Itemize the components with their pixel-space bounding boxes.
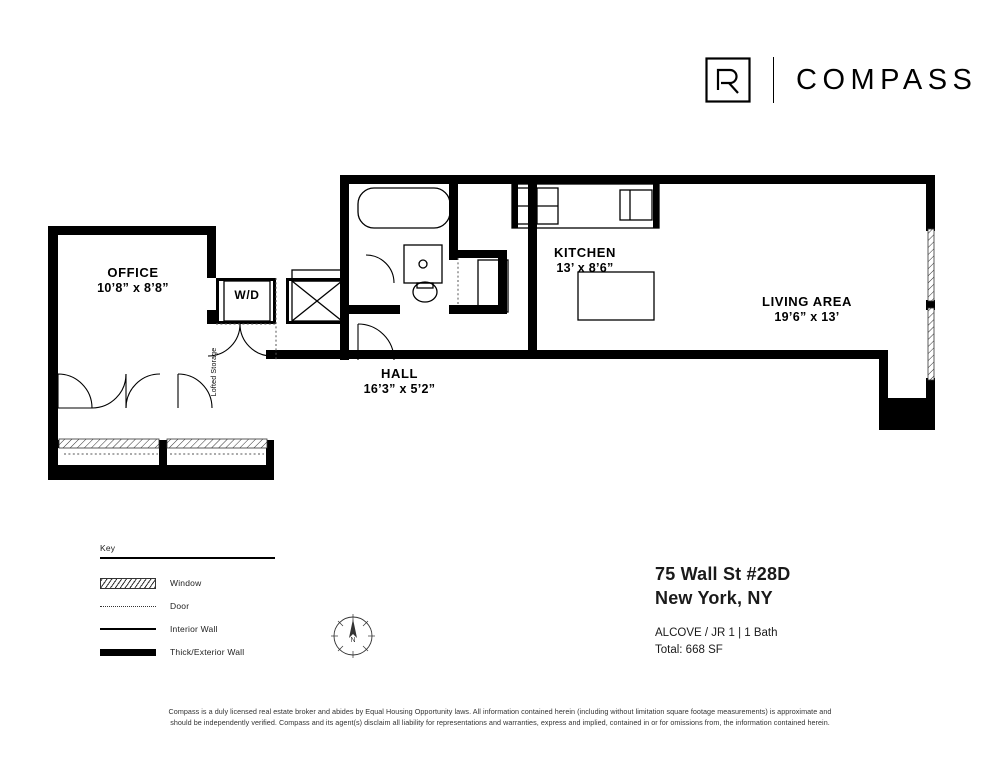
- fixture-name: W/D: [234, 288, 260, 302]
- room-name: LIVING AREA: [762, 294, 852, 309]
- room-name: KITCHEN: [554, 245, 616, 260]
- room-label-hall: [322, 366, 477, 398]
- fixture-label-lofted-storage: [211, 342, 219, 402]
- window-swatch-icon: [100, 578, 156, 588]
- listing-address-line1: 75 Wall St #28D: [655, 564, 791, 584]
- fixture-label-washer-dryer: [224, 288, 270, 303]
- thick-wall-swatch-icon: [100, 647, 156, 657]
- room-name: HALL: [380, 366, 419, 381]
- room-dims: 16’3” x 5’2”: [363, 382, 436, 397]
- legend-item-label: Window: [170, 578, 202, 588]
- legend-item-window: [100, 573, 400, 593]
- legend-item-label: Door: [170, 601, 190, 611]
- listing-address-line2: New York, NY: [655, 588, 773, 609]
- fixture-name: Lofted Storage: [211, 347, 218, 397]
- disclaimer-line-2: should be independently verified. Compass and its agent(s) disclaim all liability for representations and warranties, express and implied, contained in or for omissions from, the information contained herein.: [170, 718, 830, 728]
- compass-r-monogram-icon: [705, 57, 751, 103]
- disclaimer: [0, 706, 1000, 728]
- compass-rose-icon: [325, 608, 381, 664]
- legend-item-label: Thick/Exterior Wall: [170, 647, 245, 657]
- svg-text:N: N: [350, 637, 356, 644]
- listing-type: ALCOVE / JR 1 | 1 Bath: [655, 626, 778, 639]
- room-label-office: [58, 265, 208, 297]
- room-dims: 19’6” x 13’: [774, 310, 840, 325]
- compass-wordmark: COMPASS: [796, 63, 978, 96]
- disclaimer-line-1: Compass is a duly licensed real estate broker and abides by Equal Housing Opportunity laws. All information contained herein (including without limitation square footage measurements) is approximate and: [168, 707, 832, 716]
- listing-info: [655, 562, 985, 660]
- legend-title: Key: [100, 543, 116, 553]
- brand-divider: [773, 57, 774, 103]
- room-label-living-area: [722, 294, 892, 326]
- room-dims: 10’8” x 8’8”: [97, 281, 169, 296]
- interior-wall-swatch-icon: [100, 624, 156, 634]
- legend-rule: [100, 557, 275, 559]
- legend-item-label: Interior Wall: [170, 624, 218, 634]
- compass-brand-header: [705, 52, 977, 108]
- door-swatch-icon: [100, 601, 156, 611]
- room-dims: 13’ x 8’6”: [556, 261, 614, 276]
- floor-plan-drawing: [0, 150, 1000, 510]
- listing-total-sf: Total: 668 SF: [655, 644, 723, 657]
- room-name: OFFICE: [107, 265, 159, 280]
- room-label-kitchen: [505, 245, 665, 277]
